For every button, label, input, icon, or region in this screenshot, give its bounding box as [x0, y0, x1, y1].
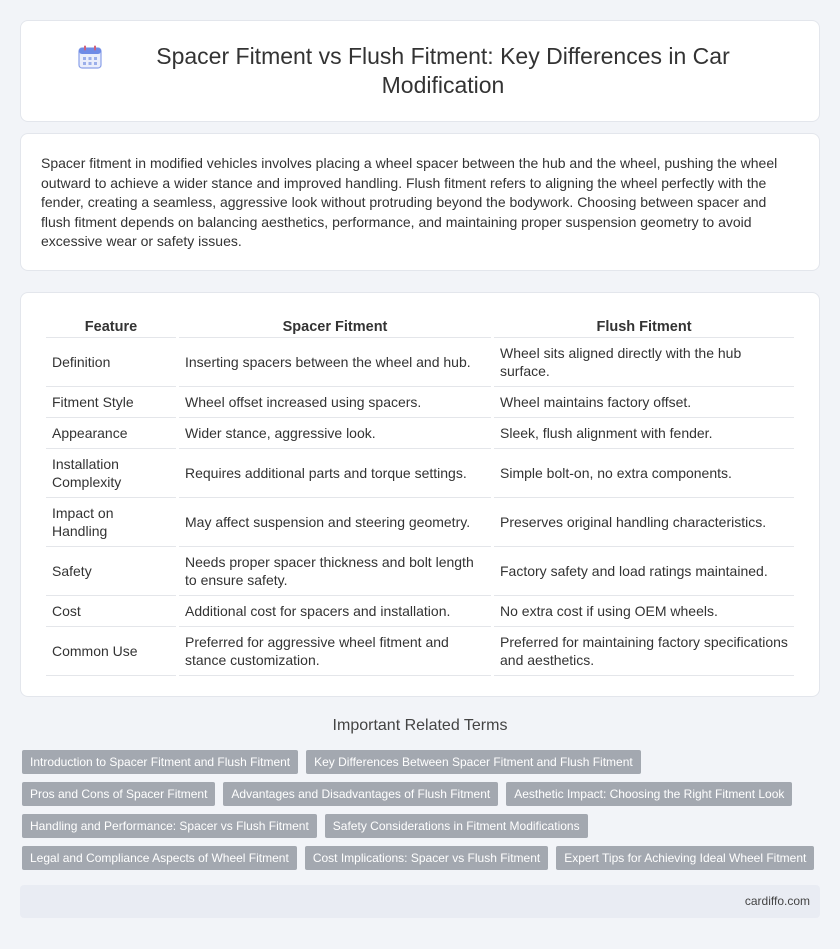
- spacer-cell: Needs proper spacer thickness and bolt length to ensure safety.: [179, 547, 491, 596]
- related-term-tag[interactable]: Handling and Performance: Spacer vs Flush Fitment: [22, 814, 317, 838]
- flush-cell: Wheel sits aligned directly with the hub surface.: [494, 338, 794, 387]
- related-term-tag[interactable]: Introduction to Spacer Fitment and Flush Fitment: [22, 750, 298, 774]
- comparison-table-card: [20, 292, 820, 697]
- flush-cell: Preserves original handling characteristics.: [494, 498, 794, 547]
- feature-cell: Definition: [46, 338, 176, 387]
- page-title: Spacer Fitment vs Flush Fitment: Key Differences in Car Modification: [156, 43, 730, 98]
- flush-cell: Wheel maintains factory offset.: [494, 387, 794, 418]
- related-term-tag[interactable]: Expert Tips for Achieving Ideal Wheel Fitment: [556, 846, 814, 870]
- related-terms-list: [22, 750, 822, 878]
- related-term-tag[interactable]: Key Differences Between Spacer Fitment and Flush Fitment: [306, 750, 641, 774]
- table-row: [46, 627, 794, 676]
- related-term-tag[interactable]: Pros and Cons of Spacer Fitment: [22, 782, 215, 806]
- title-wrap: [70, 42, 770, 100]
- comparison-table: [43, 313, 797, 676]
- table-row: [46, 449, 794, 498]
- related-term-tag[interactable]: Safety Considerations in Fitment Modifications: [325, 814, 588, 838]
- calendar-icon: [77, 44, 103, 70]
- feature-cell: Impact on Handling: [46, 498, 176, 547]
- tag-row: [22, 846, 822, 870]
- footer-site-name: cardiffo.com: [20, 885, 820, 918]
- table-row: [46, 338, 794, 387]
- feature-cell: Common Use: [46, 627, 176, 676]
- related-term-tag[interactable]: Cost Implications: Spacer vs Flush Fitment: [305, 846, 548, 870]
- spacer-cell: Preferred for aggressive wheel fitment and stance customization.: [179, 627, 491, 676]
- table-row: [46, 498, 794, 547]
- header-feature: Feature: [46, 313, 176, 338]
- feature-cell: Appearance: [46, 418, 176, 449]
- spacer-cell: Requires additional parts and torque settings.: [179, 449, 491, 498]
- intro-card: [20, 133, 820, 271]
- flush-cell: Simple bolt-on, no extra components.: [494, 449, 794, 498]
- header-flush: Flush Fitment: [494, 313, 794, 338]
- related-term-tag[interactable]: Legal and Compliance Aspects of Wheel Fitment: [22, 846, 297, 870]
- tag-row: [22, 750, 822, 774]
- related-term-tag[interactable]: Advantages and Disadvantages of Flush Fitment: [223, 782, 498, 806]
- table-row: [46, 418, 794, 449]
- related-term-tag[interactable]: Aesthetic Impact: Choosing the Right Fitment Look: [506, 782, 792, 806]
- feature-cell: Installation Complexity: [46, 449, 176, 498]
- table-header-row: [46, 313, 794, 338]
- title-card: [20, 20, 820, 122]
- spacer-cell: May affect suspension and steering geometry.: [179, 498, 491, 547]
- table-row: [46, 387, 794, 418]
- spacer-cell: Additional cost for spacers and installation.: [179, 596, 491, 627]
- spacer-cell: Inserting spacers between the wheel and hub.: [179, 338, 491, 387]
- tag-row: [22, 814, 822, 838]
- feature-cell: Fitment Style: [46, 387, 176, 418]
- table-row: [46, 596, 794, 627]
- feature-cell: Cost: [46, 596, 176, 627]
- table-row: [46, 547, 794, 596]
- flush-cell: Sleek, flush alignment with fender.: [494, 418, 794, 449]
- intro-paragraph: Spacer fitment in modified vehicles involves placing a wheel spacer between the hub and the wheel, pushing the wheel outward to achieve a wider stance and improved handling. Flush fitment refers to aligning the wheel perfectly with the fender, creating a seamless, aggressive look without protruding beyond the bodywork. Choosing between spacer and flush fitment depends on balancing aesthetics, performance, and maintaining proper suspension geometry to avoid excessive wear or safety issues.: [41, 155, 778, 250]
- tag-row: [22, 782, 822, 806]
- flush-cell: No extra cost if using OEM wheels.: [494, 596, 794, 627]
- related-terms-title: Important Related Terms: [332, 717, 508, 734]
- flush-cell: Factory safety and load ratings maintained.: [494, 547, 794, 596]
- spacer-cell: Wider stance, aggressive look.: [179, 418, 491, 449]
- header-spacer: Spacer Fitment: [179, 313, 491, 338]
- flush-cell: Preferred for maintaining factory specifications and aesthetics.: [494, 627, 794, 676]
- spacer-cell: Wheel offset increased using spacers.: [179, 387, 491, 418]
- feature-cell: Safety: [46, 547, 176, 596]
